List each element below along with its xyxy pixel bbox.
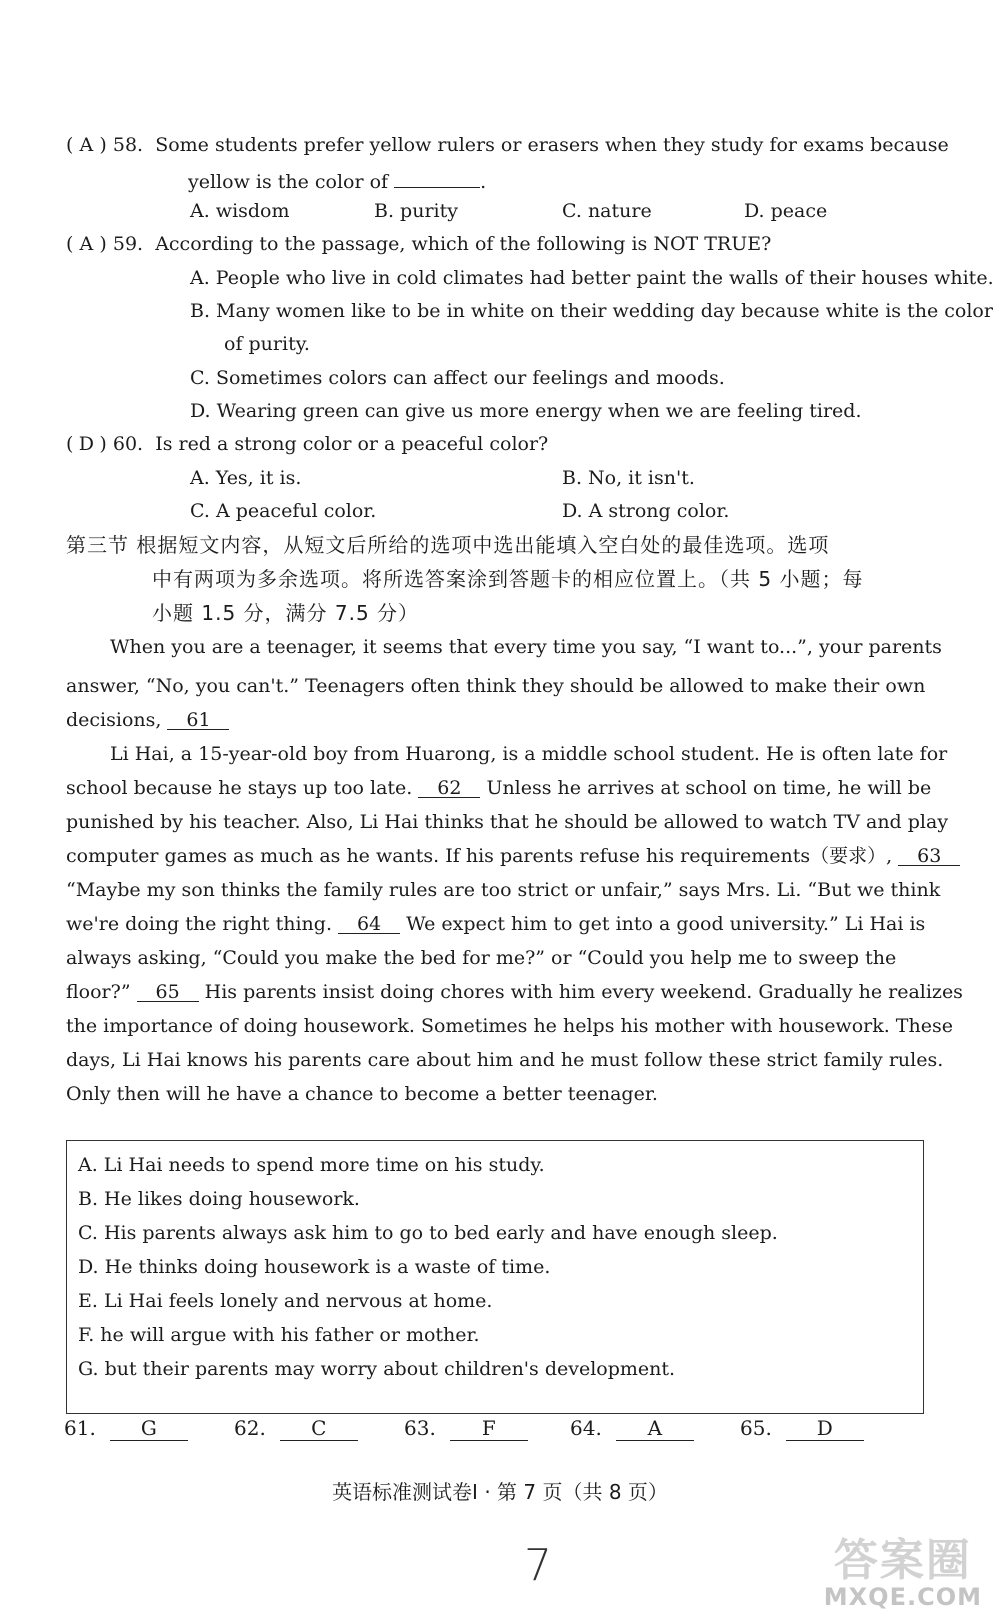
- question-58: ( A ) 58. Some students prefer yellow rulers or erasers when they study for exams because: [66, 134, 949, 156]
- option-a: A. Yes, it is.: [190, 467, 302, 489]
- answer-64: 64. A: [570, 1416, 694, 1441]
- passage-line: decisions, 61: [66, 707, 229, 733]
- section-3-instructions: 第三节 根据短文内容，从短文后所给的选项中选出能填入空白处的最佳选项。选项: [66, 533, 830, 557]
- section-3-instructions-cont: 小题 1.5 分，满分 7.5 分）: [152, 601, 420, 625]
- box-option-c: C. His parents always ask him to go to bed early and have enough sleep.: [78, 1222, 778, 1244]
- page-footer: 英语标准测试卷Ⅰ · 第 7 页（共 8 页）: [332, 1480, 668, 1504]
- option-c: C. A peaceful color.: [190, 500, 377, 522]
- blank-61: 61: [167, 707, 229, 730]
- option-c: C. nature: [562, 200, 652, 222]
- answer-65: 65. D: [740, 1416, 864, 1441]
- option-b-cont: of purity.: [224, 333, 310, 355]
- watermark-logo: [823, 1535, 982, 1611]
- option-a: A. wisdom: [190, 200, 290, 222]
- watermark-title: 答案圈: [833, 1535, 972, 1586]
- question-stem: Some students prefer yellow rulers or erasers when they study for exams because: [155, 134, 949, 156]
- blank-62: 62: [418, 775, 480, 798]
- question-number: 58.: [112, 134, 144, 156]
- question-58-stem-cont: yellow is the color of .: [188, 165, 486, 195]
- passage-line: floor?” 65 His parents insist doing chores with him every weekend. Gradually he realizes: [66, 981, 963, 1003]
- passage-line: “Maybe my son thinks the family rules are too strict or unfair,” says Mrs. Li. “But we think: [66, 879, 941, 901]
- question-stem: Is red a strong color or a peaceful color?: [155, 433, 549, 455]
- answer-59: A: [79, 233, 94, 255]
- box-option-d: D. He thinks doing housework is a waste of time.: [78, 1256, 551, 1278]
- question-59: ( A ) 59. According to the passage, which of the following is NOT TRUE?: [66, 233, 772, 255]
- passage-line: punished by his teacher. Also, Li Hai thinks that he should be allowed to watch TV and play: [66, 811, 949, 833]
- answer-61: 61. G: [64, 1416, 188, 1441]
- option-b: B. No, it isn't.: [562, 467, 695, 489]
- option-d: D. Wearing green can give us more energy when we are feeling tired.: [190, 400, 862, 422]
- passage-line: Only then will he have a chance to become a better teenager.: [66, 1083, 658, 1105]
- section-3-instructions-cont: 中有两项为多余选项。将所选答案涂到答题卡的相应位置上。（共 5 小题；每: [152, 567, 864, 591]
- answer-60: D: [78, 433, 95, 455]
- option-c: C. Sometimes colors can affect our feelings and moods.: [190, 367, 725, 389]
- passage-line: When you are a teenager, it seems that every time you say, “I want to...”, your parents: [110, 636, 942, 658]
- box-option-a: A. Li Hai needs to spend more time on his study.: [78, 1154, 545, 1176]
- option-d: D. A strong color.: [562, 500, 730, 522]
- passage-line: days, Li Hai knows his parents care about him and he must follow these strict family rules.: [66, 1049, 944, 1071]
- blank-64: 64: [338, 911, 400, 934]
- handwritten-page-number: 7: [524, 1540, 552, 1591]
- blank-65: 65: [137, 979, 199, 1002]
- passage-line: computer games as much as he wants. If his parents refuse his requirements（要求）, 63: [66, 843, 960, 869]
- box-option-g: G. but their parents may worry about children's development.: [78, 1358, 676, 1380]
- question-number: 60.: [112, 433, 144, 455]
- option-d: D. peace: [744, 200, 828, 222]
- passage-line: school because he stays up too late. 62 Unless he arrives at school on time, he will be: [66, 777, 932, 799]
- question-60: ( D ) 60. Is red a strong color or a peaceful color?: [66, 433, 549, 455]
- passage-line: Li Hai, a 15-year-old boy from Huarong, is a middle school student. He is often late for: [110, 743, 948, 765]
- box-option-e: E. Li Hai feels lonely and nervous at home.: [78, 1290, 493, 1312]
- question-stem: According to the passage, which of the following is NOT TRUE?: [155, 233, 772, 255]
- passage-line: always asking, “Could you make the bed for me?” or “Could you help me to sweep the: [66, 947, 897, 969]
- question-number: 59.: [112, 233, 144, 255]
- watermark-url: MXQE.COM: [823, 1583, 982, 1611]
- answer-62: 62. C: [234, 1416, 358, 1441]
- blank-63: 63: [898, 843, 960, 866]
- fill-blank: [394, 165, 480, 188]
- passage-line: we're doing the right thing. 64 We expect him to get into a good university.” Li Hai is: [66, 913, 926, 935]
- box-option-b: B. He likes doing housework.: [78, 1188, 360, 1210]
- answer-63: 63. F: [404, 1416, 528, 1441]
- option-a: A. People who live in cold climates had better paint the walls of their houses white.: [190, 267, 994, 289]
- answer-58: A: [79, 134, 94, 156]
- box-option-f: F. he will argue with his father or mother.: [78, 1324, 480, 1346]
- passage-line: the importance of doing housework. Sometimes he helps his mother with housework. These: [66, 1015, 953, 1037]
- passage-line: answer, “No, you can't.” Teenagers often think they should be allowed to make their own: [66, 675, 926, 697]
- option-b: B. Many women like to be in white on their wedding day because white is the color: [190, 300, 993, 322]
- option-b: B. purity: [374, 200, 458, 222]
